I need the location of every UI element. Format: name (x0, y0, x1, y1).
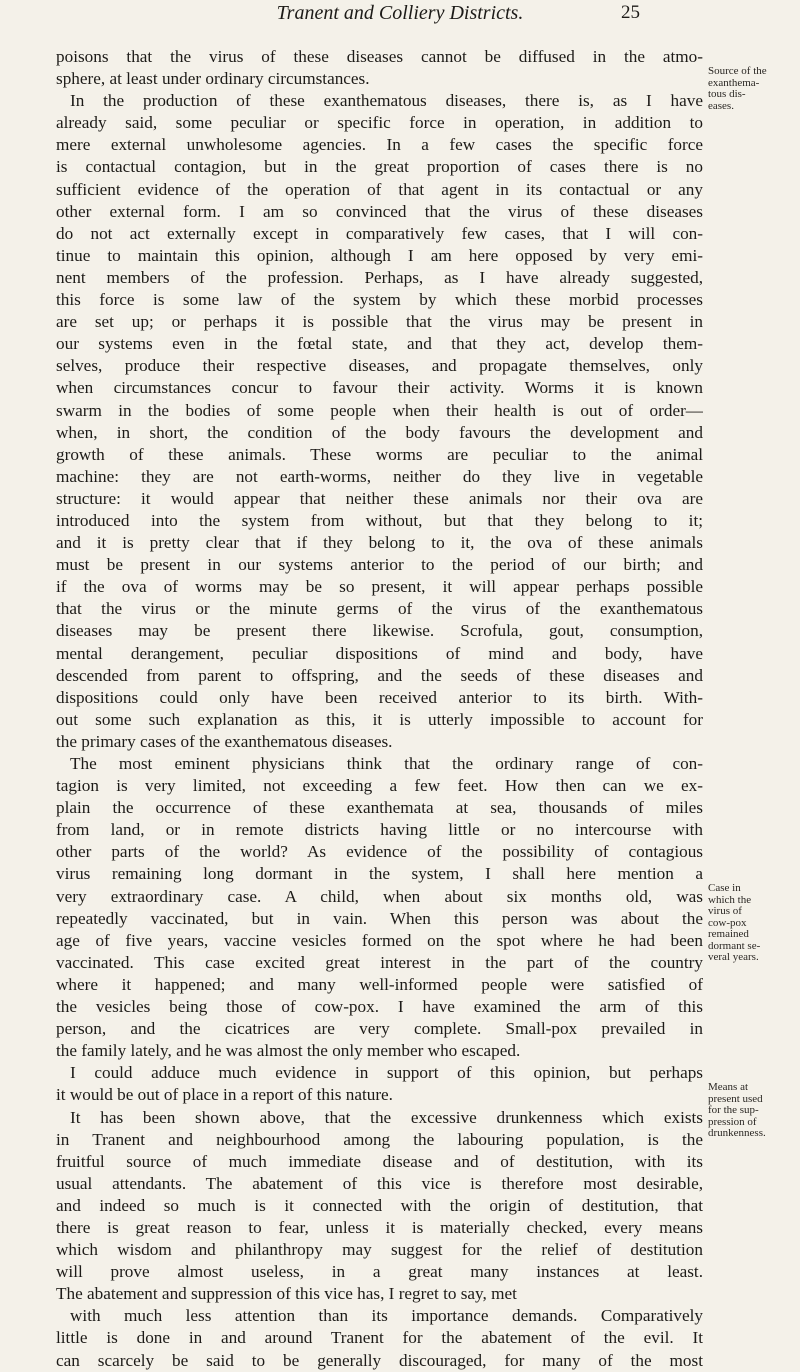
margin-note-line: cow-pox (708, 916, 747, 929)
page-number: 25 (621, 2, 640, 23)
text-line: sphere, at least under ordinary circumstances. (56, 69, 370, 89)
text-line: is contactual contagion, but in the great proportion of cases there is no (56, 157, 703, 177)
text-line: already said, some peculiar or specific force in operation, in addition to (56, 113, 703, 133)
margin-note-source (708, 66, 796, 112)
margin-note-line: which the (708, 893, 752, 906)
text-line: The abatement and suppression of this vice has, I regret to say, met (56, 1284, 517, 1304)
text-line: diseases may be present there likewise. Scrofula, gout, consumption, (56, 621, 703, 641)
text-line: dispositions could only have been received anterior to its birth. With- (56, 687, 703, 707)
text-line: machine: they are not earth-worms, neither do they live in vegetable (56, 466, 703, 486)
text-line: tinue to maintain this opinion, although I am here opposed by very emi- (56, 245, 703, 265)
text-line: introduced into the system from without, but that they belong to it; (56, 510, 703, 530)
text-line: the primary cases of the exanthematous diseases. (56, 731, 393, 751)
text-line: it would be out of place in a report of this nature. (56, 1085, 393, 1105)
text-line: structure: it would appear that neither these animals nor their ova are (56, 488, 703, 508)
margin-note-line: remained (708, 928, 749, 940)
text-line: out some such explanation as this, it is utterly impossible to account for (56, 709, 703, 729)
margin-note-line: exanthema- (708, 76, 760, 89)
text-line: if the ova of worms may be so present, it will appear perhaps possible (56, 577, 703, 597)
text-line: poisons that the virus of these diseases cannot be diffused in the atmo- (56, 47, 703, 66)
body-text (56, 46, 703, 1372)
text-line: tagion is very limited, not exceeding a few feet. How then can we ex- (56, 776, 703, 796)
text-line: sufficient evidence of the operation of that agent in its contactual or any (56, 179, 703, 199)
text-line: where it happened; and many well-informed people were satisfied of (56, 974, 703, 994)
margin-note-line: drunkenness. (708, 1127, 766, 1139)
text-line: usual attendants. The abatement of this vice is therefore most desirable, (56, 1173, 703, 1193)
text-line: little is done in and around Tranent for the abatement of the evil. It (56, 1328, 703, 1348)
text-line: with much less attention than its importance demands. Comparatively (70, 1306, 703, 1326)
margin-note-means (708, 1082, 796, 1140)
text-line: when, in short, the condition of the body favours the development and (56, 422, 703, 442)
margin-note-line: eases. (708, 99, 734, 112)
margin-note-line: Source of the (708, 65, 767, 77)
text-line: mere external unwholesome agencies. In a few cases the specific force (56, 135, 703, 155)
text-line: can scarcely be said to be generally discouraged, for many of the most (56, 1350, 703, 1370)
text-line: that the virus or the minute germs of the virus of the exanthematous (56, 599, 703, 619)
margin-note-line: for the sup- (708, 1104, 759, 1116)
text-line: fruitful source of much immediate disease and of destitution, with its (56, 1151, 703, 1171)
text-line: selves, produce their respective diseases, and propagate themselves, only (56, 356, 703, 376)
text-line: virus remaining long dormant in the system, I shall here mention a (56, 864, 703, 884)
text-line: age of five years, vaccine vesicles formed on the spot where he had been (56, 930, 703, 950)
text-line: in Tranent and neighbourhood among the labouring population, is the (56, 1129, 703, 1149)
text-line: swarm in the bodies of some people when their health is out of order— (56, 400, 703, 420)
text-line: which wisdom and philanthropy may suggest for the relief of destitution (56, 1240, 703, 1260)
margin-note-line: pression of (708, 1115, 757, 1128)
text-line: must be present in our systems anterior to the period of our birth; and (56, 555, 703, 575)
text-line: are set up; or perhaps it is possible that the virus may be present in (56, 312, 703, 332)
text-line: I could adduce much evidence in support of this opinion, but perhaps (70, 1063, 703, 1083)
text-line: descended from parent to offspring, and the seeds of these diseases and (56, 665, 703, 685)
text-line: vaccinated. This case excited great interest in the part of the country (56, 952, 703, 972)
text-line: growth of these animals. These worms are peculiar to the animal (56, 444, 703, 464)
running-title: Tranent and Colliery Districts. (276, 2, 524, 24)
text-line: repeatedly vaccinated, but in vain. When this person was about the (56, 908, 703, 928)
margin-note-line: veral years. (708, 951, 759, 963)
text-line: do not act externally except in comparatively few cases, that I will con- (56, 223, 703, 243)
text-line: this force is some law of the system by which these morbid processes (56, 290, 703, 310)
text-line: plain the occurrence of these exanthemata at sea, thousands of miles (56, 798, 703, 818)
text-line: It has been shown above, that the excessive drunkenness which exists (70, 1107, 703, 1127)
margin-note-line: Case in (708, 882, 741, 894)
text-line: the family lately, and he was almost the only member who escaped. (56, 1041, 521, 1061)
text-line: person, and the cicatrices are very complete. Small-pox prevailed in (56, 1019, 703, 1039)
text-line: the vesicles being those of cow-pox. I have examined the arm of this (56, 997, 703, 1017)
text-line: when circumstances concur to favour their activity. Worms it is known (56, 378, 703, 398)
text-line: nent members of the profession. Perhaps, as I have already suggested, (56, 267, 703, 287)
margin-note-line: dormant se- (708, 939, 761, 952)
text-line: mental derangement, peculiar dispositions of mind and body, have (56, 643, 703, 663)
text-line: very extraordinary case. A child, when about six months old, was (56, 886, 703, 906)
text-line: and indeed so much is it connected with the origin of destitution, that (56, 1195, 703, 1215)
text-line: In the production of these exanthematous diseases, there is, as I have (70, 91, 703, 111)
text-line: and it is pretty clear that if they belong to it, the ova of these animals (56, 533, 703, 553)
text-line: there is great reason to fear, unless it is materially checked, every means (56, 1217, 703, 1237)
margin-note-line: virus of (708, 905, 742, 917)
text-line: other external form. I am so convinced that the virus of these diseases (56, 201, 703, 221)
text-line: from land, or in remote districts having little or no intercourse with (56, 820, 703, 840)
text-line: The most eminent physicians think that the ordinary range of con- (70, 754, 703, 773)
margin-note-line: present used (708, 1092, 763, 1105)
text-line: our systems even in the fœtal state, and that they act, develop them- (56, 334, 703, 354)
margin-note-line: Means at (708, 1081, 749, 1093)
margin-note-case (708, 883, 796, 964)
margin-note-line: tous dis- (708, 88, 746, 100)
text-line: will prove almost useless, in a great many instances at least. (56, 1262, 703, 1282)
page-header (0, 0, 800, 40)
text-line: other parts of the world? As evidence of the possibility of contagious (56, 842, 703, 862)
